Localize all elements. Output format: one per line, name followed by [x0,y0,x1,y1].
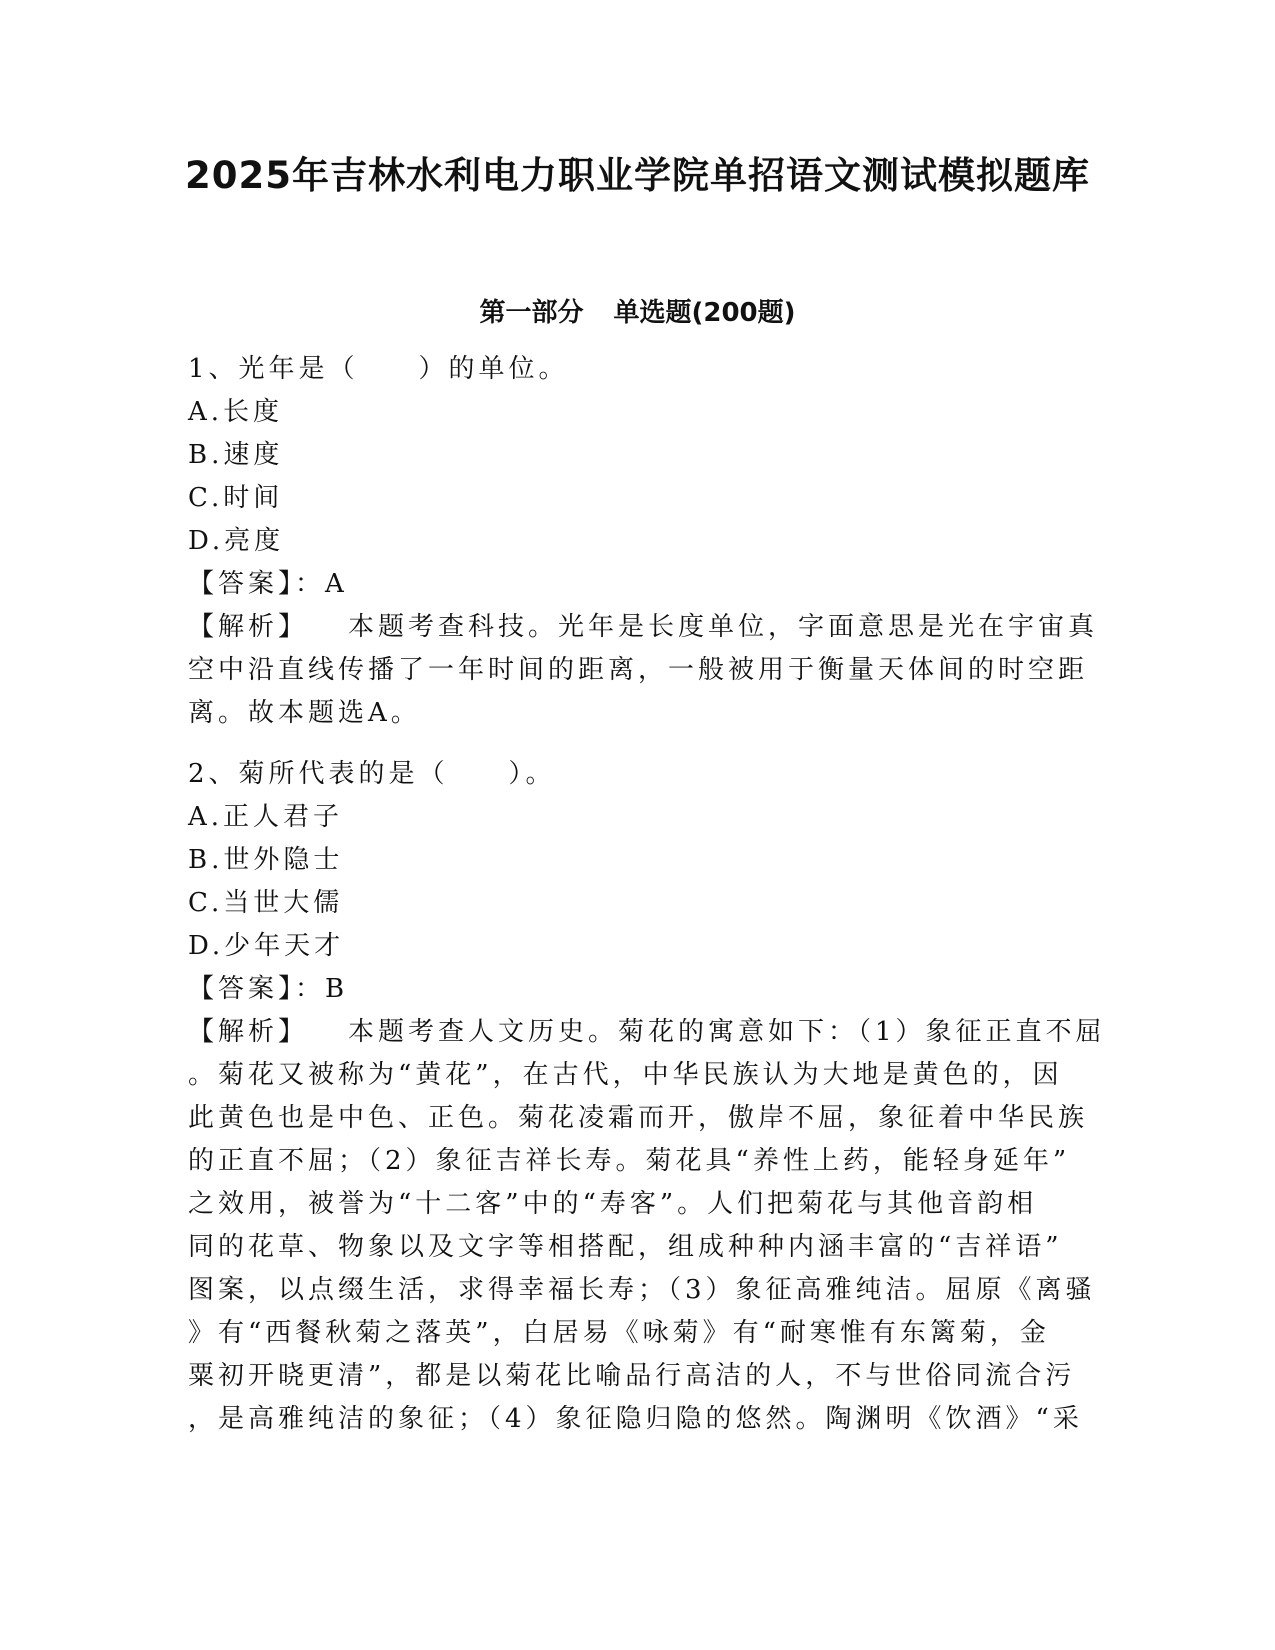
option-d: D.少年天才 [188,931,345,961]
analysis-line: 空中沿直线传播了一年时间的距离，一般被用于衡量天体间的时空距 [188,655,1089,685]
analysis-line: 。菊花又被称为“黄花”，在古代，中华民族认为大地是黄色的，因 [188,1060,1063,1090]
answer-value: A [325,569,348,599]
section-part-label: 第一部分 [479,298,584,328]
answer-value: B [325,974,349,1004]
analysis-line: 此黄色也是中色、正色。菊花凌霜而开，傲岸不屈，象征着中华民族 [188,1103,1089,1133]
question-item [188,753,1106,1441]
analysis-text: 本题考查科技。光年是长度单位，字面意思是光在宇宙真 [348,612,1099,642]
section-heading [0,292,1275,329]
option-b: B.速度 [188,440,284,470]
analysis-line: 的正直不屈；（2）象征吉祥长寿。菊花具“养性上药，能轻身延年” [188,1146,1071,1176]
analysis-line [188,1011,1106,1054]
section-name-label: 单选题(200题) [613,298,796,328]
analysis-line: ，是高雅纯洁的象征；（4）象征隐归隐的悠然。陶渊明《饮酒》“采 [188,1404,1083,1434]
answer-line [188,563,1088,606]
option-c: C.当世大儒 [188,888,344,918]
option-d: D.亮度 [188,526,285,556]
analysis-text: 本题考查人文历史。菊花的寓意如下：（1）象征正直不屈 [348,1017,1106,1047]
document-title: 2025年吉林水利电力职业学院单招语文测试模拟题库 [185,154,1090,197]
option-c: C.时间 [188,483,284,513]
option-a: A.长度 [188,397,284,427]
question-list [188,348,1106,1459]
analysis-line: 离。故本题选A。 [188,698,421,728]
answer-tag: 【答案】： [188,569,326,599]
analysis-line: 同的花草、物象以及文字等相搭配，组成种种内涵丰富的“吉祥语” [188,1232,1063,1262]
analysis-line: 之效用，被誉为“十二客”中的“寿客”。人们把菊花与其他音韵相 [188,1189,1038,1219]
analysis-line [188,606,1099,649]
answer-tag: 【答案】： [188,974,326,1004]
analysis-line: 》有“西餐秋菊之落英”，白居易《咏菊》有“耐寒惟有东篱菊，金 [188,1318,1050,1348]
analysis-tag: 【解析】 [188,1017,309,1047]
analysis-line: 粟初开晓更清”，都是以菊花比喻品行高洁的人，不与世俗同流合污 [188,1361,1076,1391]
question-stem: 1、光年是（ ）的单位。 [188,354,569,384]
analysis-tag: 【解析】 [188,612,309,642]
question-stem: 2、菊所代表的是（ ）。 [188,759,556,789]
question-item [188,348,1099,735]
option-b: B.世外隐士 [188,845,344,875]
option-a: A.正人君子 [188,802,344,832]
analysis-line: 图案，以点缀生活，求得幸福长寿；（3）象征高雅纯洁。屈原《离骚 [188,1275,1096,1305]
answer-line [188,968,1088,1011]
